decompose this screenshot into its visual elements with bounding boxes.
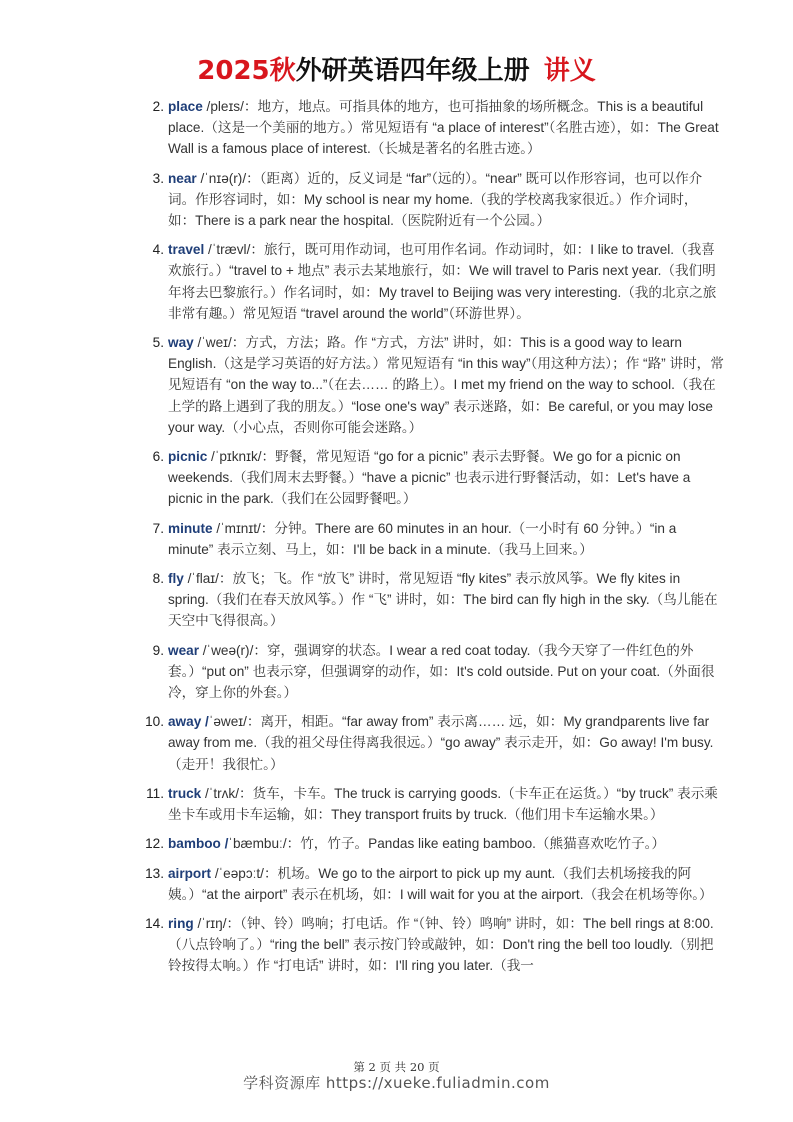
entry-phonetic: /ˈpɪknɪk/： — [207, 449, 276, 465]
title-year: 2025 — [197, 56, 270, 86]
entry-body: 分钟。There are 60 minutes in an hour.（一小时有 60 分钟。）“in a minute” 表示立刻、马上，如：I'll be back in a minute.（我马上回来。） — [168, 520, 677, 557]
vocab-entry — [138, 913, 724, 977]
entry-number: 9. — [152, 642, 164, 658]
entry-number: 3. — [152, 170, 164, 186]
entry-phonetic: ˈbæmbuː/： — [228, 836, 301, 852]
vocab-entry — [138, 332, 724, 438]
entry-word: place — [168, 99, 203, 114]
vocab-entry — [138, 783, 724, 825]
vocabulary-list — [138, 96, 724, 985]
vocab-entry — [138, 518, 724, 560]
entry-word: away / — [168, 714, 209, 730]
title-label: 讲义 — [543, 56, 596, 86]
entry-body: （钟、铃）鸣响；打电话。作 “（钟、铃）鸣响” 讲时，如：The bell rings at 8:00.（八点铃响了。）“ring the bell” 表示按门铃或敲钟，如：Don't ring the bell too loudly.（别把铃按得太响。）作 “打电话” 讲时，如：I'll ring you later.（我一 — [168, 915, 714, 974]
page-number: 第 2 页 共 20 页 — [353, 1060, 440, 1074]
entry-phonetic: /ˈmɪnɪt/： — [212, 520, 275, 536]
entry-body: 离开，相距。“far away from” 表示离…… 远，如：My grandparents live far away from me.（我的祖父母住得离我很远。）“go away” 表示走开，如：Go away! I'm busy.（走开！我很忙。） — [168, 714, 714, 772]
entry-number: 2. — [152, 99, 164, 114]
entry-phonetic: /pleɪs/： — [202, 99, 258, 114]
entry-body: 竹，竹子。Pandas like eating bamboo.（熊猫喜欢吃竹子。） — [300, 836, 666, 852]
entry-body: 野餐，常见短语 “go for a picnic” 表示去野餐。We go for a picnic on weekends.（我们周末去野餐。）“have a picnic” 也表示进行野餐活动，如：Let's have a picnic in the park.（我们在公园野餐吧。） — [168, 449, 691, 507]
entry-word: fly — [168, 571, 184, 587]
entry-number: 8. — [152, 571, 164, 587]
title-main: 外研英语四年级上册 — [295, 56, 530, 86]
title-season: 秋 — [269, 56, 296, 86]
entry-phonetic: /ˈtrʌk/： — [201, 785, 253, 801]
vocab-entry — [138, 239, 724, 324]
entry-phonetic: /ˈnɪə(r)/： — [196, 170, 260, 186]
vocab-entry — [138, 96, 724, 160]
entry-phonetic: /ˈrɪŋ/： — [193, 915, 241, 931]
vocab-entry — [138, 568, 724, 632]
entry-number: 5. — [152, 335, 164, 351]
entry-phonetic: /ˈflaɪ/： — [183, 571, 233, 587]
entry-number: 10. — [145, 714, 164, 730]
entry-word: ring — [168, 915, 194, 931]
entry-body: 机场。We go to the airport to pick up my aunt.（我们去机场接我的阿姨。）“at the airport” 表示在机场，如：I will wait for you at the airport.（我会在机场等你。） — [168, 865, 713, 902]
entry-body: 方式，方法；路。作 “方式，方法” 讲时，如：This is a good way to learn English.（这是学习英语的好方法。）常见短语有 “in this way”（用这种方法）；作 “路” 讲时，常见短语有 “on the way to...”（在去…… 的路上）。I met my friend on the way to school.（我在上学的路上遇到了我的朋友。）“lose one's way” 表示迷路，如：Be careful, or you may lose your way.（小心点，否则你可能会迷路。） — [168, 335, 724, 435]
entry-body: 穿，强调穿的状态。I wear a red coat today.（我今天穿了一件红色的外套。）“put on” 也表示穿，但强调穿的动作，如：It's cold outside. Put on your coat.（外面很冷，穿上你的外套。） — [168, 642, 715, 701]
vocab-entry — [138, 640, 724, 704]
entry-number: 12. — [145, 836, 164, 852]
entry-number: 14. — [145, 915, 164, 931]
vocab-entry — [138, 833, 724, 854]
entry-number: 7. — [152, 520, 164, 536]
entry-number: 4. — [152, 242, 164, 258]
entry-word: travel — [168, 242, 205, 258]
entry-word: near — [168, 170, 197, 186]
entry-word: bamboo / — [168, 836, 229, 852]
entry-word: minute — [168, 520, 213, 536]
vocab-entry — [138, 711, 724, 775]
vocab-entry — [138, 168, 724, 232]
entry-phonetic: /ˈweɪ/： — [193, 335, 246, 351]
entry-word: way — [168, 335, 194, 351]
entry-word: picnic — [168, 449, 208, 465]
entry-word: truck — [168, 785, 202, 801]
entry-body: 旅行，既可用作动词，也可用作名词。作动词时，如：I like to travel.（我喜欢旅行。）“travel to + 地点” 表示去某地旅行，如：We will travel to Paris next year.（我们明年将去巴黎旅行。）作名词时，如：My travel to Beijing was very interesting.（我的北京之旅非常有趣。）常见短语 “travel around the world”（环游世界）。 — [168, 242, 717, 321]
entry-number: 6. — [152, 449, 164, 465]
entry-phonetic: ˈəweɪ/： — [208, 714, 261, 730]
vocab-entry — [138, 863, 724, 905]
vocab-entry — [138, 446, 724, 510]
entry-phonetic: /ˈweə(r)/： — [198, 642, 267, 658]
entry-number: 13. — [145, 865, 164, 881]
entry-number: 11. — [146, 785, 164, 801]
entry-body: 货车，卡车。The truck is carrying goods.（卡车正在运货。）“by truck” 表示乘坐卡车或用卡车运输，如：They transport fruits by truck.（他们用卡车运输水果。） — [168, 785, 718, 823]
entry-body: 地方，地点。可指具体的地方，也可指抽象的场所概念。This is a beautiful place.（这是一个美丽的地方。）常见短语有 “a place of interest”（名胜古迹），如：The Great Wall is a famous place of interest.（长城是著名的名胜古迹。） — [168, 99, 719, 157]
site-watermark: 学科资源库 https://xueke.fuliadmin.com — [243, 1074, 550, 1092]
entry-body: 放飞；飞。作 “放飞” 讲时，常见短语 “fly kites” 表示放风筝。We fly kites in spring.（我们在春天放风筝。）作 “飞” 讲时，如：The bird can fly high in the sky.（鸟儿能在天空中飞得很高。） — [168, 571, 718, 629]
entry-word: wear — [168, 642, 199, 658]
entry-word: airport — [168, 865, 212, 881]
entry-body: （距离）近的，反义词是 “far”（远的）。“near” 既可以作形容词，也可以作介词。作形容词时，如：My school is near my home.（我的学校离我家很近。）作介词时，如：There is a park near the hospital.（医院附近有一个公园。） — [168, 170, 703, 229]
document-title — [0, 50, 793, 87]
entry-phonetic: /ˈeəpɔːt/： — [211, 865, 278, 881]
entry-phonetic: /ˈtrævl/： — [204, 242, 264, 258]
